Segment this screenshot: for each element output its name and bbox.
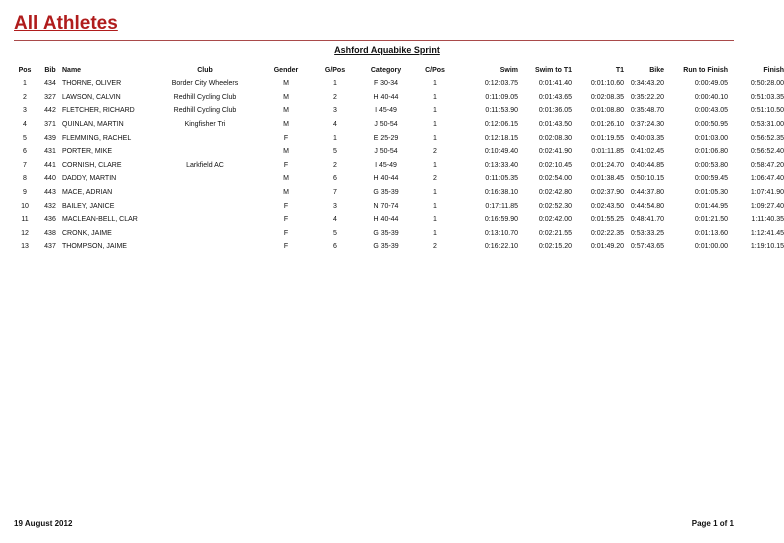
cell-gender: F [283, 229, 289, 237]
cell-category: G 35-39 [373, 189, 399, 197]
cell-swim: 0:16:59.90 [484, 216, 518, 224]
cell-category: H 40-44 [373, 216, 399, 224]
cell-run-to-finish: 0:00:50.95 [694, 121, 728, 129]
cell-bib: 442 [44, 107, 56, 115]
cell-swim-to-t1: 0:01:43.50 [538, 121, 572, 129]
cell-swim: 0:16:22.10 [484, 243, 518, 251]
cell-name: DADDY, MARTIN [62, 175, 117, 183]
cell-cpos: 2 [433, 148, 437, 156]
cell-swim: 0:12:06.15 [484, 121, 518, 129]
cell-bib: 327 [44, 93, 56, 101]
cell-t1: 0:01:10.60 [590, 80, 624, 88]
col-category-header: Category [370, 66, 402, 74]
cell-swim: 0:11:05.35 [485, 175, 518, 183]
cell-t1: 0:01:55.25 [590, 216, 624, 224]
col-gender-header: Gender [273, 66, 299, 74]
cell-t1: 0:02:37.90 [590, 189, 624, 197]
cell-run-to-finish: 0:01:00.00 [694, 243, 728, 251]
cell-name: BAILEY, JANICE [62, 202, 115, 210]
cell-gpos: 1 [333, 134, 337, 142]
cell-swim: 0:12:18.15 [484, 134, 518, 142]
cell-t1: 0:01:49.20 [590, 243, 624, 251]
cell-finish: 0:56:52.35 [750, 134, 784, 142]
cell-name: PORTER, MIKE [62, 148, 113, 156]
cell-t1: 0:02:08.35 [590, 93, 624, 101]
cell-name: MACE, ADRIAN [62, 189, 113, 197]
cell-gender: M [283, 93, 289, 101]
cell-swim-to-t1: 0:02:52.30 [538, 202, 572, 210]
cell-pos: 6 [23, 148, 27, 156]
cell-name: FLETCHER, RICHARD [62, 107, 135, 115]
cell-gender: F [283, 161, 289, 169]
cell-gpos: 4 [333, 121, 337, 129]
cell-club: Redhill Cycling Club [173, 107, 237, 115]
cell-t1: 0:01:08.80 [590, 107, 624, 115]
cell-gender: M [283, 107, 289, 115]
cell-gender: F [283, 216, 289, 224]
cell-run-to-finish: 0:01:13.60 [694, 229, 728, 237]
cell-club [150, 227, 260, 241]
cell-category: G 35-39 [373, 229, 399, 237]
cell-bib: 443 [44, 189, 56, 197]
cell-finish: 0:50:28.00 [750, 80, 784, 88]
table-row [12, 91, 784, 105]
cell-gpos: 2 [333, 161, 337, 169]
cell-finish: 0:53:31.00 [750, 121, 784, 129]
page-title: All Athletes [14, 13, 118, 34]
cell-bib: 438 [44, 229, 56, 237]
cell-bib: 440 [44, 175, 56, 183]
cell-bib: 431 [44, 148, 56, 156]
cell-bike: 0:40:03.35 [630, 134, 664, 142]
cell-finish: 0:58:47.20 [750, 161, 784, 169]
footer-date: 19 August 2012 [14, 519, 73, 528]
cell-gender: M [283, 189, 289, 197]
cell-swim-to-t1: 0:01:41.40 [538, 80, 572, 88]
cell-category: G 35-39 [373, 243, 399, 251]
cell-name: CRONK, JAIME [62, 229, 112, 237]
cell-bike: 0:35:48.70 [630, 107, 664, 115]
cell-bike: 0:35:22.20 [630, 93, 664, 101]
cell-pos: 3 [23, 107, 27, 115]
cell-cpos: 2 [433, 243, 437, 251]
cell-t1: 0:01:26.10 [590, 121, 624, 129]
cell-t1: 0:01:38.45 [590, 175, 624, 183]
col-t1-header: T1 [615, 66, 624, 74]
results-table [12, 63, 784, 254]
header-row [12, 63, 784, 77]
cell-finish: 1:07:41.90 [750, 189, 784, 197]
cell-swim: 0:13:33.40 [484, 161, 518, 169]
cell-category: E 25-29 [373, 134, 399, 142]
cell-cpos: 1 [433, 189, 437, 197]
cell-cpos: 1 [433, 134, 437, 142]
cell-gpos: 7 [333, 189, 337, 197]
cell-bike: 0:44:37.80 [630, 189, 664, 197]
cell-category: J 50-54 [374, 148, 398, 156]
cell-swim-to-t1: 0:02:42.00 [538, 216, 572, 224]
cell-finish: 0:51:10.50 [750, 107, 784, 115]
cell-run-to-finish: 0:01:44.95 [694, 202, 728, 210]
cell-club [150, 213, 260, 227]
cell-name: CORNISH, CLARE [62, 161, 122, 169]
cell-cpos: 1 [433, 107, 437, 115]
cell-club: Kingfisher Tri [184, 121, 226, 129]
col-pos-header: Pos [18, 66, 32, 74]
cell-run-to-finish: 0:00:43.05 [694, 107, 728, 115]
table-row [12, 118, 784, 132]
cell-swim-to-t1: 0:02:10.45 [538, 161, 572, 169]
cell-bib: 437 [44, 243, 56, 251]
cell-category: F 30-34 [373, 80, 399, 88]
cell-swim-to-t1: 0:01:36.05 [538, 107, 572, 115]
cell-gpos: 3 [333, 107, 337, 115]
cell-swim: 0:10:49.40 [484, 148, 518, 156]
cell-name: MACLEAN-BELL, CLAR [62, 216, 138, 224]
cell-swim-to-t1: 0:01:43.65 [538, 93, 572, 101]
results-body [12, 77, 784, 254]
cell-cpos: 1 [433, 121, 437, 129]
cell-bike: 0:57:43.65 [630, 243, 664, 251]
cell-cpos: 1 [433, 229, 437, 237]
cell-pos: 10 [21, 202, 29, 210]
cell-pos: 1 [23, 80, 27, 88]
cell-name: QUINLAN, MARTIN [62, 121, 124, 129]
cell-name: FLEMMING, RACHEL [62, 134, 132, 142]
cell-bib: 436 [44, 216, 56, 224]
cell-bib: 441 [44, 161, 56, 169]
table-row [12, 131, 784, 145]
cell-swim-to-t1: 0:02:41.90 [538, 148, 572, 156]
col-bike-header: Bike [649, 66, 664, 74]
cell-bib: 439 [44, 134, 56, 142]
table-row [12, 159, 784, 173]
table-row [12, 172, 784, 186]
cell-club: Larkfield AC [186, 161, 224, 169]
cell-cpos: 1 [433, 202, 437, 210]
cell-pos: 12 [21, 229, 29, 237]
table-row [12, 104, 784, 118]
cell-cpos: 2 [433, 175, 437, 183]
cell-gpos: 6 [333, 243, 337, 251]
cell-gpos: 2 [333, 93, 337, 101]
cell-run-to-finish: 0:01:05.30 [694, 189, 728, 197]
cell-t1: 0:01:24.70 [590, 161, 624, 169]
cell-finish: 0:56:52.40 [750, 148, 784, 156]
cell-run-to-finish: 0:01:03.00 [694, 134, 728, 142]
cell-cpos: 1 [433, 93, 437, 101]
cell-swim-to-t1: 0:02:08.30 [538, 134, 572, 142]
col-bib-header: Bib [44, 66, 56, 74]
cell-bike: 0:41:02.45 [630, 148, 664, 156]
table-row [12, 186, 784, 200]
cell-bike: 0:40:44.85 [630, 161, 664, 169]
cell-gender: M [283, 121, 289, 129]
cell-club [150, 199, 260, 213]
cell-category: H 40-44 [373, 93, 399, 101]
cell-gender: F [283, 134, 289, 142]
cell-finish: 1:19:10.15 [750, 243, 784, 251]
cell-cpos: 1 [433, 161, 437, 169]
cell-category: H 40-44 [373, 175, 399, 183]
cell-gender: F [283, 202, 289, 210]
cell-swim: 0:11:09.05 [485, 93, 518, 101]
cell-swim: 0:11:53.90 [485, 107, 518, 115]
table-row [12, 213, 784, 227]
cell-finish: 1:06:47.40 [750, 175, 784, 183]
cell-name: THOMPSON, JAIME [62, 243, 127, 251]
cell-gpos: 6 [333, 175, 337, 183]
cell-gpos: 5 [333, 229, 337, 237]
cell-gender: M [283, 80, 289, 88]
col-club-header: Club [197, 66, 213, 74]
cell-pos: 8 [23, 175, 27, 183]
cell-swim-to-t1: 0:02:54.00 [538, 175, 572, 183]
cell-t1: 0:01:19.55 [590, 134, 624, 142]
cell-gender: M [283, 175, 289, 183]
cell-category: I 45-49 [375, 161, 397, 169]
event-title: Ashford Aquabike Sprint [334, 45, 440, 55]
cell-club [150, 240, 260, 254]
cell-name: LAWSON, CALVIN [62, 93, 121, 101]
col-run-to-finish-header: Run to Finish [683, 66, 728, 74]
cell-bike: 0:34:43.20 [630, 80, 664, 88]
cell-club: Redhill Cycling Club [173, 93, 237, 101]
table-row [12, 199, 784, 213]
cell-swim-to-t1: 0:02:15.20 [538, 243, 572, 251]
cell-club [150, 131, 260, 145]
col-swim-header: Swim [499, 66, 518, 74]
cell-run-to-finish: 0:00:53.80 [694, 161, 728, 169]
cell-swim: 0:12:03.75 [484, 80, 518, 88]
cell-gpos: 1 [333, 80, 337, 88]
table-row [12, 227, 784, 241]
cell-finish: 1:11:40.35 [751, 216, 784, 224]
cell-t1: 0:02:43.50 [590, 202, 624, 210]
cell-gpos: 3 [333, 202, 337, 210]
cell-category: I 45-49 [375, 107, 397, 115]
cell-swim: 0:17:11.85 [485, 202, 518, 210]
cell-finish: 1:12:41.45 [750, 229, 784, 237]
col-name-header: Name [62, 66, 82, 74]
cell-swim: 0:13:10.70 [484, 229, 518, 237]
cell-bike: 0:48:41.70 [630, 216, 664, 224]
cell-bike: 0:53:33.25 [630, 229, 664, 237]
cell-run-to-finish: 0:01:06.80 [694, 148, 728, 156]
cell-cpos: 1 [433, 216, 437, 224]
cell-club [150, 172, 260, 186]
cell-pos: 11 [21, 216, 29, 224]
cell-club [150, 186, 260, 200]
cell-finish: 0:51:03.35 [750, 93, 784, 101]
cell-swim: 0:16:38.10 [484, 189, 518, 197]
cell-pos: 9 [23, 189, 27, 197]
cell-bike: 0:37:24.30 [630, 121, 664, 129]
cell-swim-to-t1: 0:02:42.80 [538, 189, 572, 197]
cell-pos: 2 [23, 93, 27, 101]
cell-pos: 5 [23, 134, 27, 142]
cell-run-to-finish: 0:00:59.45 [694, 175, 728, 183]
cell-name: THORNE, OLIVER [62, 80, 122, 88]
cell-bib: 434 [44, 80, 56, 88]
cell-club [150, 145, 260, 159]
col-swim-to-t1-header: Swim to T1 [535, 66, 572, 74]
cell-run-to-finish: 0:01:21.50 [694, 216, 728, 224]
col-cpos-header: C/Pos [425, 66, 445, 74]
cell-category: J 50-54 [374, 121, 398, 129]
cell-gender: M [283, 148, 289, 156]
table-row [12, 240, 784, 254]
cell-finish: 1:09:27.40 [750, 202, 784, 210]
cell-bib: 371 [44, 121, 56, 129]
cell-bike: 0:44:54.80 [630, 202, 664, 210]
col-finish-header: Finish [763, 66, 784, 74]
page-number: Page 1 of 1 [691, 519, 734, 528]
cell-club: Border City Wheelers [171, 80, 239, 88]
cell-t1: 0:02:22.35 [590, 229, 624, 237]
cell-swim-to-t1: 0:02:21.55 [538, 229, 572, 237]
cell-bib: 432 [44, 202, 56, 210]
cell-t1: 0:01:11.85 [591, 148, 624, 156]
title-divider [14, 40, 734, 41]
cell-pos: 7 [23, 161, 27, 169]
cell-pos: 13 [21, 243, 29, 251]
col-gpos-header: G/Pos [324, 66, 346, 74]
cell-gender: F [283, 243, 289, 251]
table-row [12, 145, 784, 159]
cell-gpos: 4 [333, 216, 337, 224]
cell-category: N 70-74 [373, 202, 399, 210]
cell-run-to-finish: 0:00:40.10 [694, 93, 728, 101]
cell-bike: 0:50:10.15 [630, 175, 664, 183]
cell-cpos: 1 [433, 80, 437, 88]
cell-pos: 4 [23, 121, 27, 129]
table-row [12, 77, 784, 91]
cell-gpos: 5 [333, 148, 337, 156]
cell-run-to-finish: 0:00:49.05 [694, 80, 728, 88]
